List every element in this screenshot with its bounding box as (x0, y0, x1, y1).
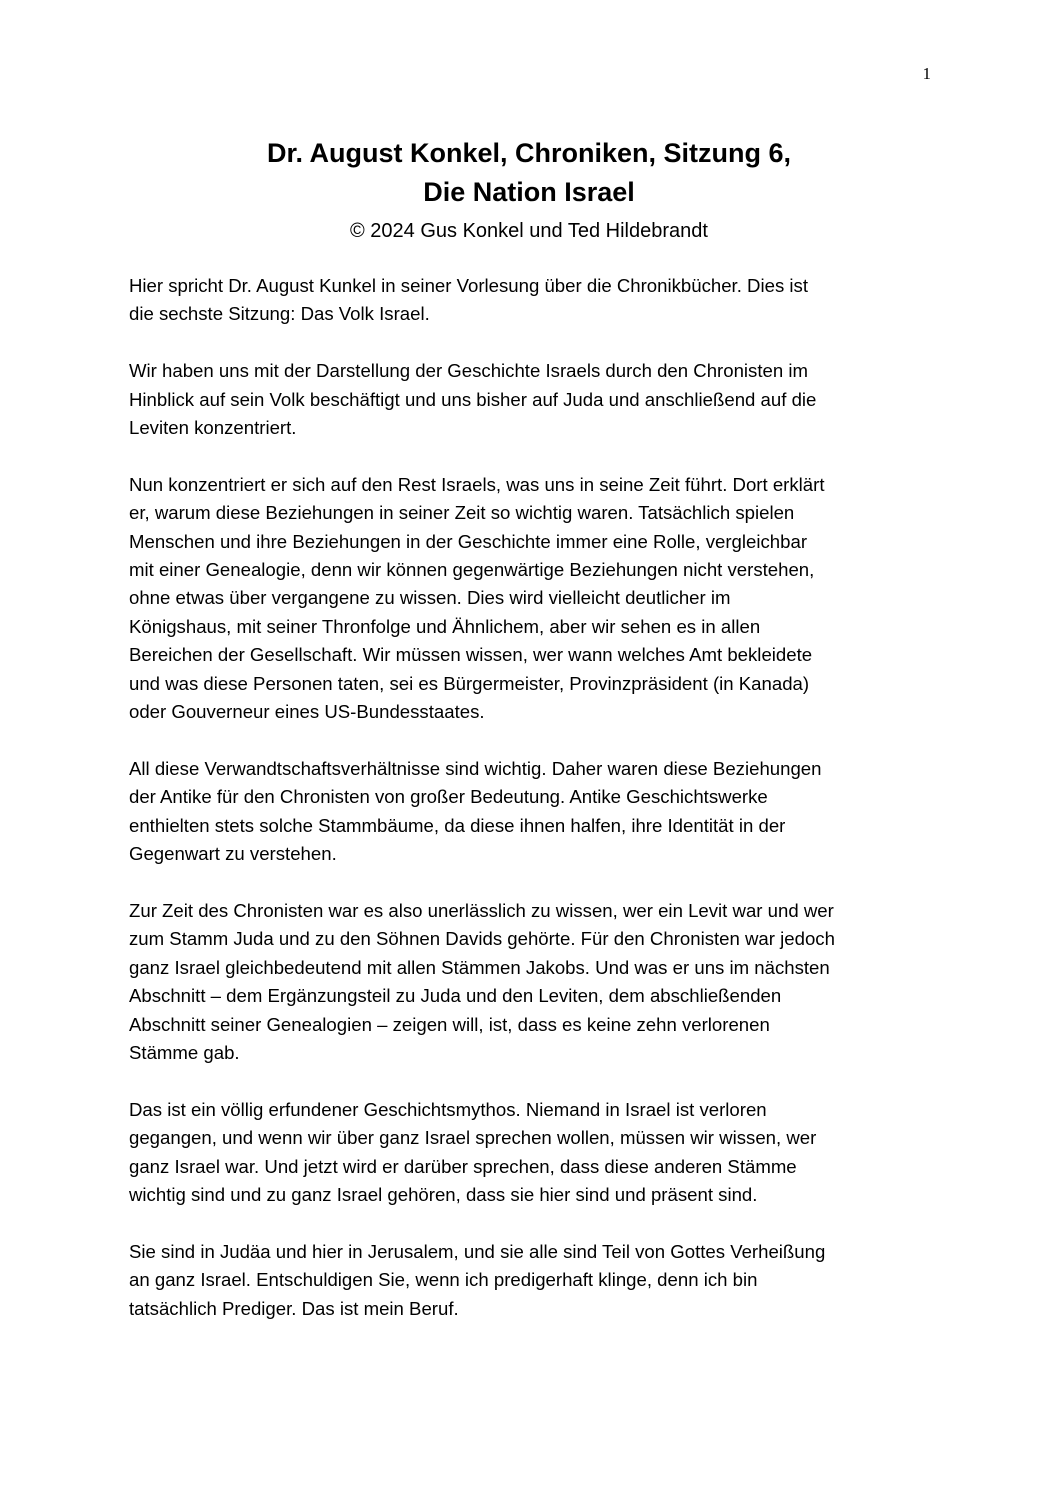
paragraph-line: oder Gouverneur eines US-Bundesstaates. (129, 701, 485, 723)
paragraph-line: Königshaus, mit seiner Thronfolge und Ähnlichem, aber wir sehen es in allen (129, 615, 761, 637)
paragraph-line: die sechste Sitzung: Das Volk Israel. (129, 303, 430, 325)
paragraph-line: Hier spricht Dr. August Kunkel in seiner Vorlesung über die Chronikbücher. Dies ist (129, 275, 809, 296)
paragraph (129, 755, 929, 869)
title-line-2: Die Nation Israel (423, 177, 635, 207)
paragraph-line: enthielten stets solche Stammbäume, da diese ihnen halfen, ihre Identität in der (129, 814, 786, 836)
paragraph-line: ohne etwas über vergangene zu wissen. Dies wird vielleicht deutlicher im (129, 587, 731, 609)
paragraph-line: Menschen und ihre Beziehungen in der Geschichte immer eine Rolle, vergleichbar (129, 530, 808, 552)
paragraph (129, 1238, 929, 1323)
paragraph-line: und was diese Personen taten, sei es Bürgermeister, Provinzpräsident (in Kanada) (129, 672, 810, 694)
paragraph-line: mit einer Genealogie, denn wir können gegenwärtige Beziehungen nicht verstehen, (129, 559, 815, 581)
paragraph-line: an ganz Israel. Entschuldigen Sie, wenn ich predigerhaft klinge, denn ich bin (129, 1269, 758, 1291)
paragraph-line: Gegenwart zu verstehen. (129, 843, 337, 865)
paragraph-line: wichtig sind und zu ganz Israel gehören, dass sie hier sind und präsent sind. (129, 1183, 758, 1205)
paragraph-line: Abschnitt seiner Genealogien – zeigen will, ist, dass es keine zehn verlorenen (129, 1013, 770, 1035)
paragraph (129, 272, 929, 329)
paragraph-line: All diese Verwandtschaftsverhältnisse sind wichtig. Daher waren diese Beziehungen (129, 757, 822, 779)
paragraph-line: tatsächlich Prediger. Das ist mein Beruf. (129, 1297, 459, 1319)
paragraph-line: Sie sind in Judäa und hier in Jerusalem, und sie alle sind Teil von Gottes Verheißung (129, 1240, 826, 1262)
paragraph-line: Das ist ein völlig erfundener Geschichtsmythos. Niemand in Israel ist verloren (129, 1098, 767, 1120)
page-number: 1 (922, 64, 931, 83)
paragraph (129, 1096, 929, 1210)
paragraph-line: er, warum diese Beziehungen in seiner Zeit so wichtig waren. Tatsächlich spielen (129, 502, 795, 524)
paragraph-line: der Antike für den Chronisten von großer Bedeutung. Antike Geschichtswerke (129, 786, 768, 808)
paragraph-line: Wir haben uns mit der Darstellung der Geschichte Israels durch den Chronisten im (129, 360, 808, 382)
paragraph-line: Stämme gab. (129, 1041, 240, 1063)
paragraph-line: ganz Israel war. Und jetzt wird er darüber sprechen, dass diese anderen Stämme (129, 1155, 797, 1177)
copyright-subtitle: © 2024 Gus Konkel und Ted Hildebrandt (350, 220, 708, 242)
paragraph-line: Bereichen der Gesellschaft. Wir müssen wissen, wer wann welches Amt bekleidete (129, 644, 813, 666)
paragraph-line: Abschnitt – dem Ergänzungsteil zu Juda und den Leviten, dem abschließenden (129, 985, 782, 1007)
paragraph-line: Zur Zeit des Chronisten war es also unerlässlich zu wissen, wer ein Levit war und wer (129, 899, 834, 921)
paragraph-line: Nun konzentriert er sich auf den Rest Israels, was uns in seine Zeit führt. Dort erklärt (129, 473, 825, 495)
paragraph-line: Hinblick auf sein Volk beschäftigt und uns bisher auf Juda und anschließend auf die (129, 388, 817, 410)
paragraph-line: ganz Israel gleichbedeutend mit allen Stämmen Jakobs. Und was er uns im nächsten (129, 956, 830, 978)
document-title (129, 134, 929, 212)
title-line-1: Dr. August Konkel, Chroniken, Sitzung 6, (266, 138, 792, 168)
paragraph-line: Leviten konzentriert. (129, 417, 297, 439)
paragraph-line: zum Stamm Juda und zu den Söhnen Davids gehörte. Für den Chronisten war jedoch (129, 928, 835, 950)
paragraph-line: gegangen, und wenn wir über ganz Israel sprechen wollen, müssen wir wissen, wer (129, 1127, 817, 1149)
paragraph (129, 357, 929, 442)
body-text (129, 272, 929, 1351)
paragraph (129, 897, 929, 1067)
paragraph (129, 471, 929, 727)
